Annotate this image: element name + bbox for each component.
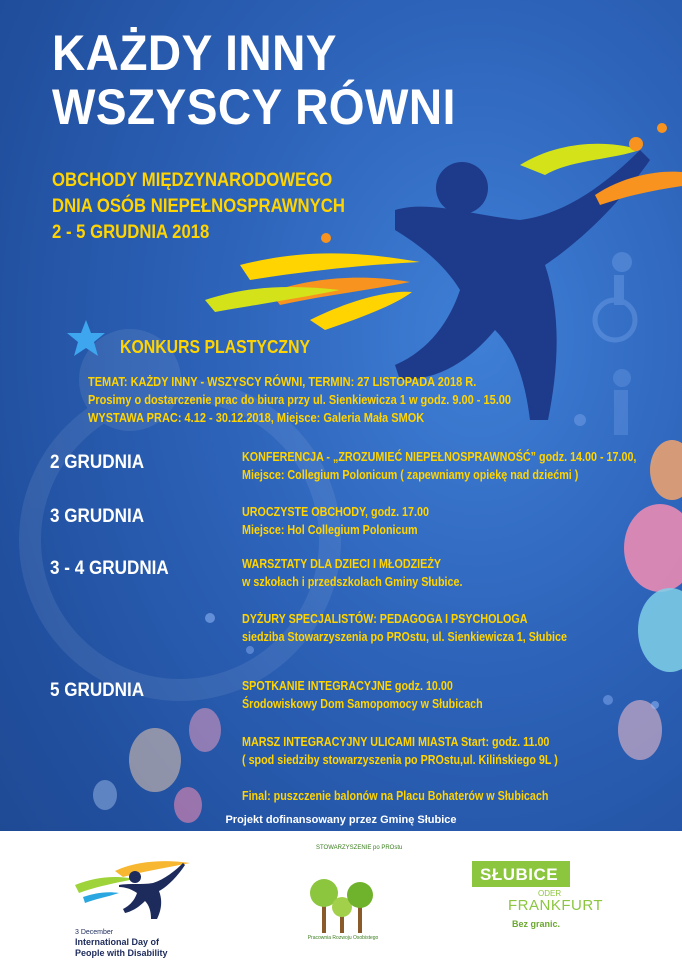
bokeh-dot (246, 646, 254, 654)
logo-date: 3 December (75, 929, 114, 936)
balloon (93, 780, 117, 810)
event-line: Miejsce: Hol Collegium Polonicum (242, 523, 418, 537)
slubice-logo (472, 851, 612, 951)
event-line: w szkołach i przedszkolach Gminy Słubice. (242, 575, 463, 589)
title-line-1: KAŻDY INNY (52, 25, 337, 81)
subtitle-dates: 2 - 5 GRUDNIA 2018 (52, 222, 210, 243)
footer (0, 831, 682, 960)
title-line-2: WSZYSCY RÓWNI (52, 79, 456, 135)
logo-city-2: FRANKFURT (508, 897, 604, 914)
event-line: DYŻURY SPECJALISTÓW: PEDAGOGA I PSYCHOLOGA (242, 612, 528, 626)
event-line: KONFERENCJA - „ZROZUMIEĆ NIEPEŁNOSPRAWNOŚĆ” godz. 14.00 - 17.00, (242, 450, 637, 464)
event-line: MARSZ INTEGRACYJNY ULICAMI MIASTA Start: godz. 11.00 (242, 735, 550, 749)
schedule-event (242, 787, 548, 805)
balloon (189, 708, 221, 752)
contest-heading: KONKURS PLASTYCZNY (120, 337, 311, 357)
schedule-day: 3 GRUDNIA (50, 506, 145, 527)
balloon (624, 504, 682, 592)
schedule-day: 5 GRUDNIA (50, 680, 145, 701)
subtitle-line-1: OBCHODY MIĘDZYNARODOWEGO (52, 170, 333, 191)
lime-swoosh-left (205, 287, 340, 312)
event-line: UROCZYSTE OBCHODY, godz. 17.00 (242, 505, 429, 519)
schedule-day: 3 - 4 GRUDNIA (50, 558, 169, 579)
logo-text: People with Disability (75, 948, 168, 958)
logo-text: STOWARZYSZENIE po PROstu (316, 845, 403, 851)
balloon (618, 700, 662, 760)
bokeh-dot (205, 613, 215, 623)
logo-city: SŁUBICE (480, 865, 559, 884)
event-line: Miejsce: Collegium Polonicum ( zapewniamy opiekę nad dziećmi ) (242, 468, 579, 482)
schedule-event (242, 448, 636, 484)
logo-text: Pracownia Rozwoju Osobistego (307, 935, 379, 941)
poster-subtitle (52, 168, 345, 246)
event-line: SPOTKANIE INTEGRACYJNE godz. 10.00 (242, 679, 453, 693)
schedule-event (242, 733, 558, 769)
schedule-event (242, 555, 462, 591)
star-icon (66, 318, 106, 358)
funding-note: Projekt dofinansowany przez Gminę Słubice (225, 814, 457, 826)
dancing-figure-logo-icon (75, 849, 195, 919)
bokeh-dot (651, 701, 659, 709)
blind-person-icon (613, 369, 631, 435)
yellow-swoosh-low (310, 292, 412, 330)
event-line: Final: puszczenie balonów na Placu Bohaterów w Słubicach (242, 789, 549, 803)
event-line: siedziba Stowarzyszenia po PROstu, ul. Sienkiewicza 1, Słubice (242, 630, 567, 644)
contest-details (88, 373, 511, 427)
orange-dot (657, 123, 667, 133)
balloon (650, 440, 682, 500)
schedule-event (242, 503, 429, 539)
logo-text: International Day of (75, 937, 160, 947)
event-line: ( spod siedziby stowarzyszenia po PROstu,ul. Kilińskiego 9L ) (242, 753, 558, 767)
poster-title (52, 26, 456, 134)
prostu-logo (298, 845, 403, 953)
contest-line: TEMAT: KAŻDY INNY - WSZYSCY RÓWNI, TERMIN: 27 LISTOPADA 2018 R. (88, 375, 477, 389)
disability-day-logo (75, 849, 215, 957)
event-line: WARSZTATY DLA DZIECI I MŁODZIEŻY (242, 557, 442, 571)
logo-text: ODER (538, 889, 562, 898)
contest-line: WYSTAWA PRAC: 4.12 - 30.12.2018, Miejsce: Galeria Mała SMOK (88, 411, 425, 425)
schedule-event (242, 610, 567, 646)
balloon (129, 728, 181, 792)
subtitle-line-2: DNIA OSÓB NIEPEŁNOSPRAWNYCH (52, 196, 345, 217)
schedule-event (242, 677, 483, 713)
orange-dot (629, 137, 643, 151)
orange-swoosh-right (595, 172, 682, 205)
contest-line: Prosimy o dostarczenie prac do biura przy ul. Sienkiewicza 1 w godz. 9.00 - 15.00 (88, 393, 512, 407)
event-line: Środowiskowy Dom Samopomocy w Słubicach (242, 697, 483, 711)
wheelchair-small-icon (595, 252, 635, 340)
trees-logo-icon (298, 859, 388, 939)
bokeh-dot (574, 414, 586, 426)
balloon (638, 588, 682, 672)
logo-tagline: Bez granic. (512, 919, 561, 929)
bokeh-dot (603, 695, 613, 705)
yellow-swoosh-left (240, 253, 420, 280)
schedule-day: 2 GRUDNIA (50, 452, 145, 473)
